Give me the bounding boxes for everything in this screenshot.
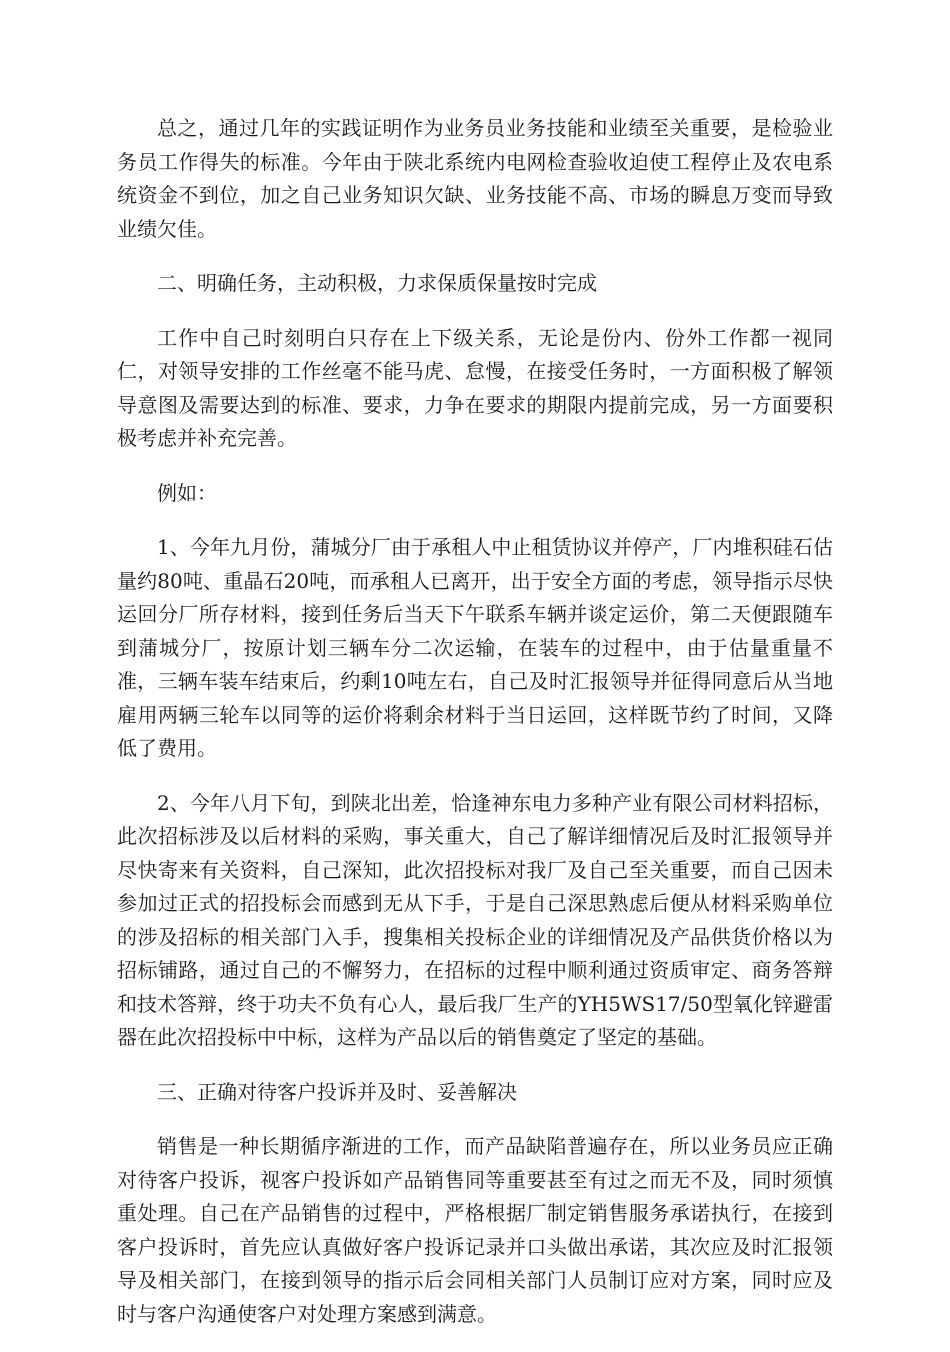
paragraph-example-2: 2、今年八月下旬，到陕北出差，恰逢神东电力多种产业有限公司材料招标，此次招标涉及以后材料的采购，事关重大，自己了解详细情况后及时汇报领导并尽快寄来有关资料，自己深知，此次招投标对我厂及自己至关重要，而自己因未参加过正式的招投标会而感到无从下手，于是自己深思熟虑后便从材料采购单位的涉及招标的相关部门入手，搜集相关投标企业的详细情况及产品供货价格以为招标铺路，通过自己的不懈努力，在招标的过程中顺利通过资质审定、商务答辩和技术答辩，终于功夫不负有心人，最后我厂生产的YH5WS17/50型氧化锌避雷器在此次招投标中中标，这样为产品以后的销售奠定了坚定的基础。 (117, 790, 833, 1049)
paragraph-work-attitude: 工作中自己时刻明白只存在上下级关系，无论是份内、份外工作都一视同仁，对领导安排的工作丝毫不能马虎、怠慢，在接受任务时，一方面积极了解领导意图及需要达到的标准、要求，力争在要求的期限内提前完成，另一方面要积极考虑并补充完善。 (117, 325, 833, 450)
section-heading-3: 三、正确对待客户投诉并及时、妥善解决 (157, 1079, 517, 1104)
paragraph-complaints: 销售是一种长期循序渐进的工作，而产品缺陷普遍存在，所以业务员应正确对待客户投诉，视客户投诉如产品销售同等重要甚至有过之而无不及，同时须慎重处理。自己在产品销售的过程中，严格根据厂制定销售服务承诺执行，在接到客户投诉时，首先应认真做好客户投诉记录并口头做出承诺，其次应及时汇报领导及相关部门，在接到领导的指示后会同相关部门人员制订应对方案，同时应及时与客户沟通使客户对处理方案感到满意。 (117, 1134, 833, 1326)
document-body (117, 112, 833, 1352)
section-heading-2: 二、明确任务，主动积极，力求保质保量按时完成 (157, 271, 597, 295)
paragraph-summary: 总之，通过几年的实践证明作为业务员业务技能和业绩至关重要，是检验业务员工作得失的标准。今年由于陕北系统内电网检查验收迫使工程停止及农电系统资金不到位，加之自己业务知识欠缺、业务技能不高、市场的瞬息万变而导致业绩欠佳。 (117, 116, 833, 241)
paragraph-example-label: 例如： (157, 480, 217, 505)
paragraph-example-1: 1、今年九月份，蒲城分厂由于承租人中止租赁协议并停产，厂内堆积硅石估量约80吨、重晶石20吨，而承租人已离开，出于安全方面的考虑，领导指示尽快运回分厂所存材料，接到任务后当天下午联系车辆并谈定运价，第二天便跟随车到蒲城分厂，按原计划三辆车分二次运输，在装车的过程中，由于估量重量不准，三辆车装车结束后，约剩10吨左右，自己及时汇报领导并征得同意后从当地雇用两辆三轮车以同等的运价将剩余材料于当日运回，这样既节约了时间，又降低了费用。 (117, 535, 833, 760)
